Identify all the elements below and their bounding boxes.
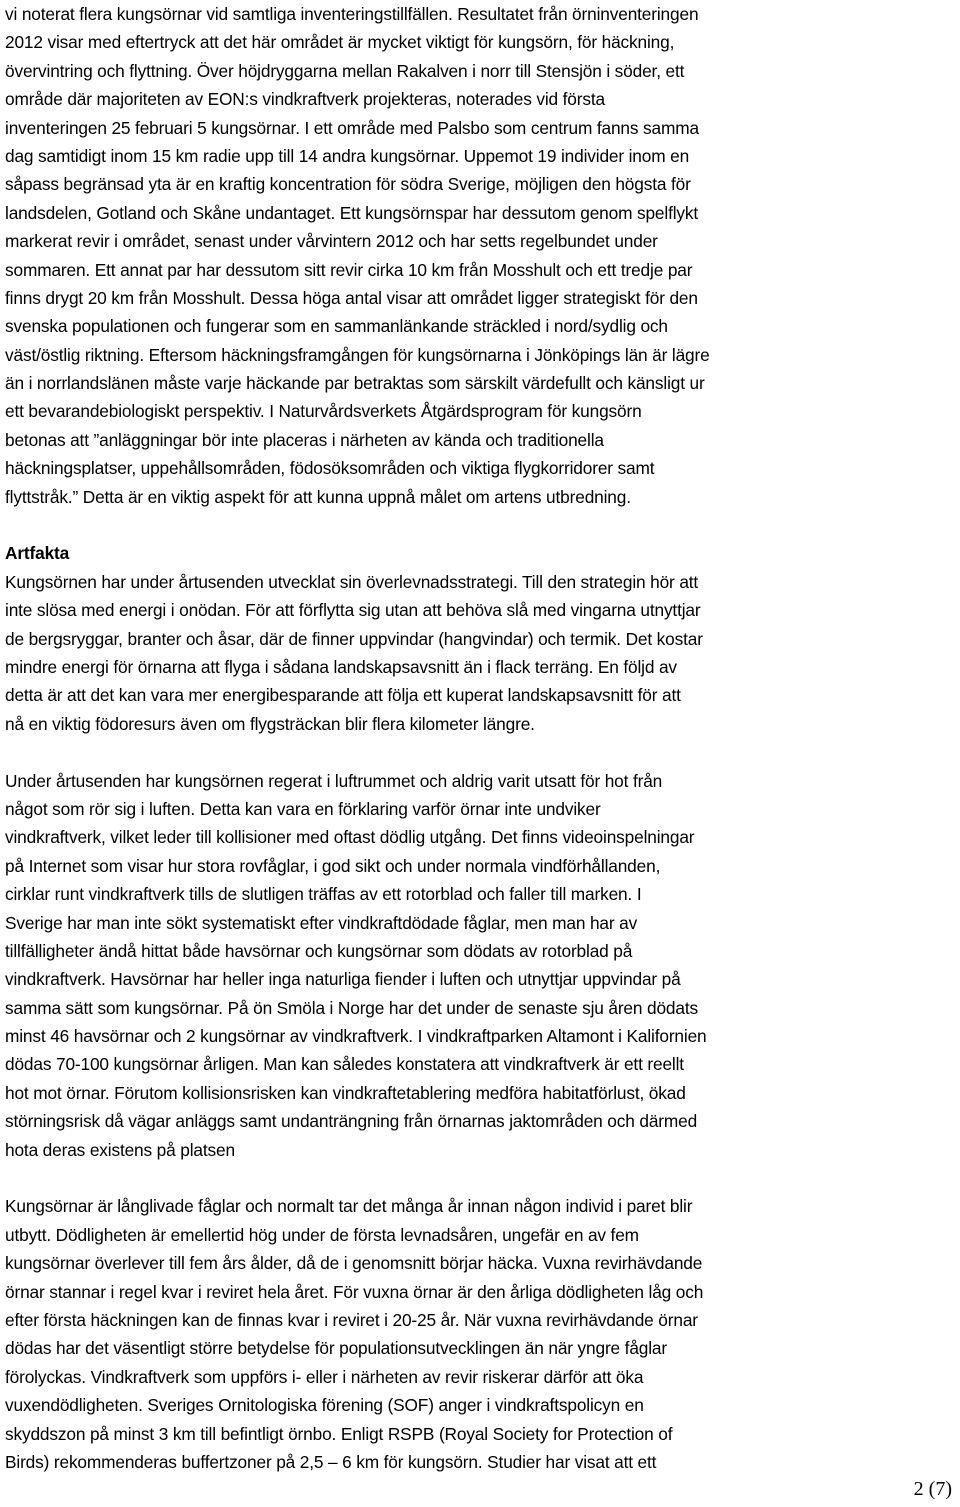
- text-line: störningsrisk då vägar anläggs samt undanträngning från örnarnas jaktområden och därmed: [5, 1111, 698, 1132]
- text-line: örnar stannar i regel kvar i reviret hela året. För vuxna örnar är den årliga dödligheten låg och: [5, 1281, 704, 1302]
- text-line: tillfälligheter ändå hittat både havsörnar och kungsörnar som dödats av rotorblad på: [5, 940, 633, 961]
- text-line: övervintring och flyttning. Över höjdryggarna mellan Rakalven i norr till Stensjön i söder, ett: [5, 60, 685, 81]
- text-line: förolyckas. Vindkraftverk som uppförs i- eller i närheten av revir riskerar därför att öka: [5, 1366, 644, 1387]
- text-line: såpass begränsad yta är en kraftig koncentration för södra Sverige, möjligen den högsta för: [5, 174, 691, 195]
- text-line: dag samtidigt inom 15 km radie upp till 14 andra kungsörnar. Uppemot 19 individer inom en: [5, 145, 690, 166]
- text-line: häckningsplatser, uppehållsområden, födosöksområden och viktiga flygkorridorer samt: [5, 458, 655, 479]
- text-line: svenska populationen och fungerar som en sammanlänkande sträckled i nord/sydlig och: [5, 316, 668, 337]
- paragraph-intro: [5, 0, 950, 511]
- paragraph-energy-strategy: [5, 568, 950, 738]
- text-line: än i norrlandslänen måste varje häckande par betraktas som särskilt värdefullt och känsligt ur: [5, 373, 705, 394]
- text-line: dödas har det väsentligt större betydelse för populationsutvecklingen än när yngre fåglar: [5, 1338, 667, 1359]
- text-line: vuxendödligheten. Sveriges Ornitologiska förening (SOF) anger i vindkraftspolicyn en: [5, 1395, 644, 1416]
- text-line: markerat revir i området, senast under vårvintern 2012 och har setts regelbundet under: [5, 231, 658, 252]
- text-line: mindre energi för örnarna att flyga i sådana landskapsavsnitt än i flack terräng. En följd av: [5, 656, 677, 677]
- text-line: område där majoriteten av EON:s vindkraftverk projekteras, noterades vid första: [5, 89, 605, 110]
- text-line: kungsörnar överlever till fem års ålder, då de i genomsnitt börjar häcka. Vuxna revirhävdande: [5, 1253, 703, 1274]
- text-line: efter första häckningen kan de finnas kvar i reviret i 20-25 år. När vuxna revirhävdande örnar: [5, 1309, 698, 1330]
- text-line: Kungsörnen har under årtusenden utvecklat sin överlevnadsstrategi. Till den strategin hör att: [5, 571, 699, 592]
- text-line: vi noterat flera kungsörnar vid samtliga inventeringstillfällen. Resultatet från örninventeringen: [5, 4, 699, 24]
- text-line: de bergsryggar, branter och åsar, där de finner uppvindar (hangvindar) och termik. Det kostar: [5, 628, 703, 649]
- text-line: minst 46 havsörnar och 2 kungsörnar av vindkraftverk. I vindkraftparken Altamont i Kalifornien: [5, 1026, 707, 1047]
- text-line: väst/östlig riktning. Eftersom häckningsframgången för kungsörnarna i Jönköpings län är lägre: [5, 344, 710, 365]
- text-line: skyddszon på minst 3 km till befintligt örnbo. Enligt RSPB (Royal Society for Protection of: [5, 1423, 673, 1444]
- text-line: samma sätt som kungsörnar. På ön Smöla i Norge har det under de senaste sju åren dödats: [5, 997, 698, 1018]
- text-line: hot mot örnar. Förutom kollisionsrisken kan vindkraftetablering medföra habitatförlust, ökad: [5, 1082, 686, 1103]
- text-line: på Internet som visar hur stora rovfåglar, i god sikt och under normala vindförhållanden,: [5, 855, 661, 876]
- text-line: finns drygt 20 km från Mosshult. Dessa höga antal visar att området ligger strategiskt för den: [5, 287, 698, 308]
- text-line: landsdelen, Gotland och Skåne undantaget. Ett kungsörnspar har dessutom genom spelflykt: [5, 202, 699, 223]
- text-line: Kungsörnar är långlivade fåglar och normalt tar det många år innan någon individ i paret blir: [5, 1196, 693, 1217]
- document-page: [5, 0, 950, 1476]
- text-line: Birds) rekommenderas buffertzoner på 2,5 – 6 km för kungsörn. Studier har visat att ett: [5, 1451, 657, 1472]
- text-line: vindkraftverk. Havsörnar har heller inga naturliga fiender i luften och utnyttjar uppvindar på: [5, 969, 681, 990]
- text-line: dödas 70-100 kungsörnar årligen. Man kan således konstatera att vindkraftverk är ett reellt: [5, 1054, 684, 1075]
- text-line: Sverige har man inte sökt systematiskt efter vindkraftdödade fåglar, men man har av: [5, 912, 638, 933]
- text-line: sommaren. Ett annat par har dessutom sitt revir cirka 10 km från Mosshult och ett tredje par: [5, 259, 693, 280]
- text-line: 2012 visar med eftertryck att det här området är mycket viktigt för kungsörn, för häckning,: [5, 32, 675, 53]
- text-line: ett bevarandebiologiskt perspektiv. I Naturvårdsverkets Åtgärdsprogram för kungsörn: [5, 401, 642, 422]
- text-line: cirklar runt vindkraftverk tills de slutligen träffas av ett rotorblad och faller till marken. I: [5, 884, 642, 905]
- section-heading-artfakta: [5, 539, 950, 567]
- text-line: flyttstråk.” Detta är en viktig aspekt för att kunna uppnå målet om artens utbredning.: [5, 486, 631, 507]
- text-line: nå en viktig födoresurs även om flygsträckan blir flera kilometer längre.: [5, 713, 535, 734]
- heading-text: Artfakta: [5, 543, 70, 564]
- paragraph-collision-risk: [5, 767, 950, 1164]
- text-line: vindkraftverk, vilket leder till kollisioner med oftast dödlig utgång. Det finns videoinspelningar: [5, 827, 695, 848]
- paragraph-spacer: [5, 1164, 950, 1192]
- text-line: betonas att ”anläggningar bör inte placeras i närheten av kända och traditionella: [5, 429, 604, 450]
- paragraph-spacer: [5, 511, 950, 539]
- text-line: något som rör sig i luften. Detta kan vara en förklaring varför örnar inte undviker: [5, 798, 601, 819]
- text-line: detta är att det kan vara mer energibesparande att följa ett kuperat landskapsavsnitt för att: [5, 685, 681, 706]
- page-number: 2 (7): [913, 1478, 952, 1500]
- text-line: hota deras existens på platsen: [5, 1139, 235, 1160]
- text-line: inte slösa med energi i onödan. För att förflytta sig utan att behöva slå med vingarna utnyttjar: [5, 600, 701, 621]
- paragraph-spacer: [5, 738, 950, 766]
- text-line: inventeringen 25 februari 5 kungsörnar. I ett område med Palsbo som centrum fanns samma: [5, 117, 699, 138]
- text-line: Under årtusenden har kungsörnen regerat i luftrummet och aldrig varit utsatt för hot från: [5, 770, 663, 791]
- text-line: utbytt. Dödligheten är emellertid hög under de första levnadsåren, ungefär en av fem: [5, 1224, 639, 1245]
- paragraph-longevity: [5, 1192, 950, 1476]
